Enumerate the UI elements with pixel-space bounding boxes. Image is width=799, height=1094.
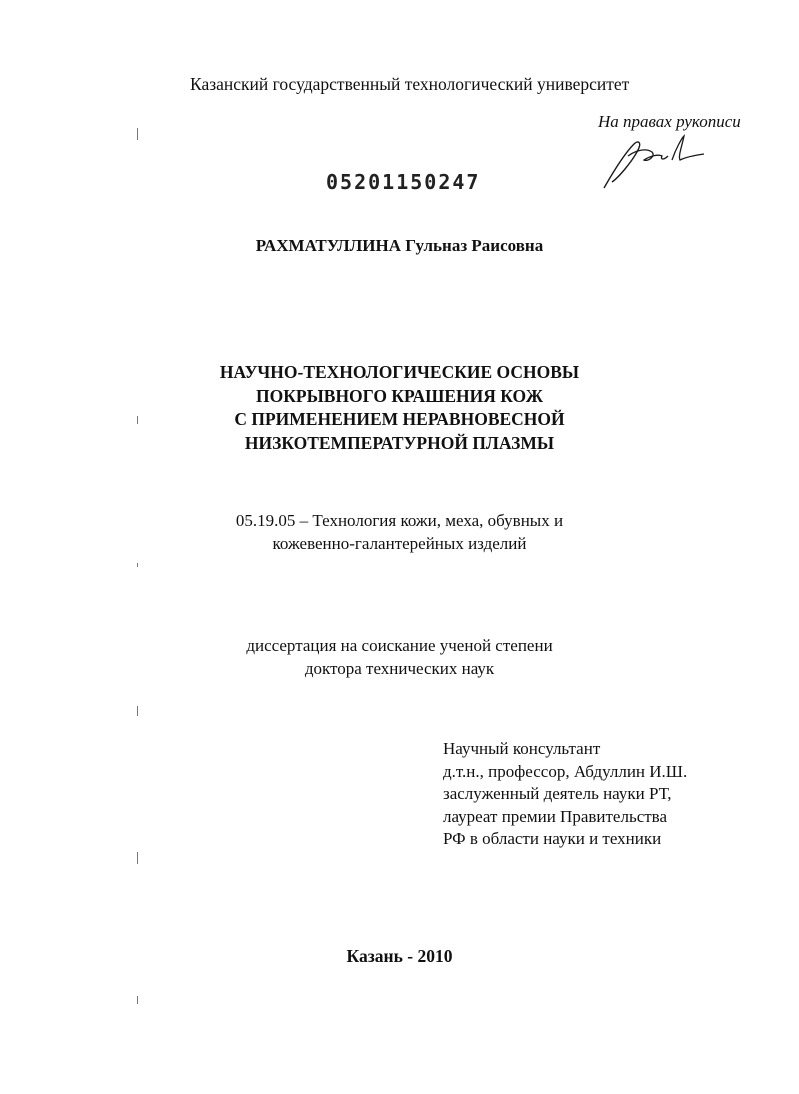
dissertation-title [0, 361, 799, 455]
manuscript-rights-note: На правах рукописи [598, 112, 741, 131]
place-and-year: Казань - 2010 [346, 946, 453, 966]
title-line: ПОКРЫВНОГО КРАШЕНИЯ КОЖ [255, 385, 543, 406]
scan-mark [137, 128, 138, 140]
consultant-line: д.т.н., профессор, Абдуллин И.Ш. [443, 761, 688, 781]
catalog-number: 05201150247 [326, 170, 481, 194]
scan-mark [137, 706, 138, 716]
specialty-line: кожевенно-галантерейных изделий [272, 534, 527, 553]
consultant-line: РФ в области науки и техники [443, 829, 662, 848]
scan-mark [137, 852, 138, 864]
consultant-line: заслуженный деятель науки РТ, [443, 784, 672, 803]
scientific-consultant [443, 738, 687, 851]
degree-statement [0, 634, 799, 680]
scan-mark [137, 996, 138, 1004]
specialty-code [0, 509, 799, 555]
title-line: С ПРИМЕНЕНИЕМ НЕРАВНОВЕСНОЙ [234, 409, 565, 429]
title-line: НИЗКОТЕМПЕРАТУРНОЙ ПЛАЗМЫ [244, 432, 555, 453]
degree-line: доктора технических наук [304, 659, 495, 678]
degree-line: диссертация на соискание ученой степени [246, 636, 553, 655]
university-name: Казанский государственный технологический университет [190, 74, 630, 94]
specialty-line: 05.19.05 – Технология кожи, меха, обувных и [235, 511, 564, 530]
author-name: РАХМАТУЛЛИНА Гульназ Раисовна [255, 236, 544, 255]
consultant-line: Научный консультант [443, 739, 601, 758]
title-line: НАУЧНО-ТЕХНОЛОГИЧЕСКИЕ ОСНОВЫ [219, 362, 580, 382]
handwritten-signature [598, 130, 708, 194]
scan-mark [137, 563, 138, 567]
consultant-line: лауреат премии Правительства [443, 806, 668, 826]
